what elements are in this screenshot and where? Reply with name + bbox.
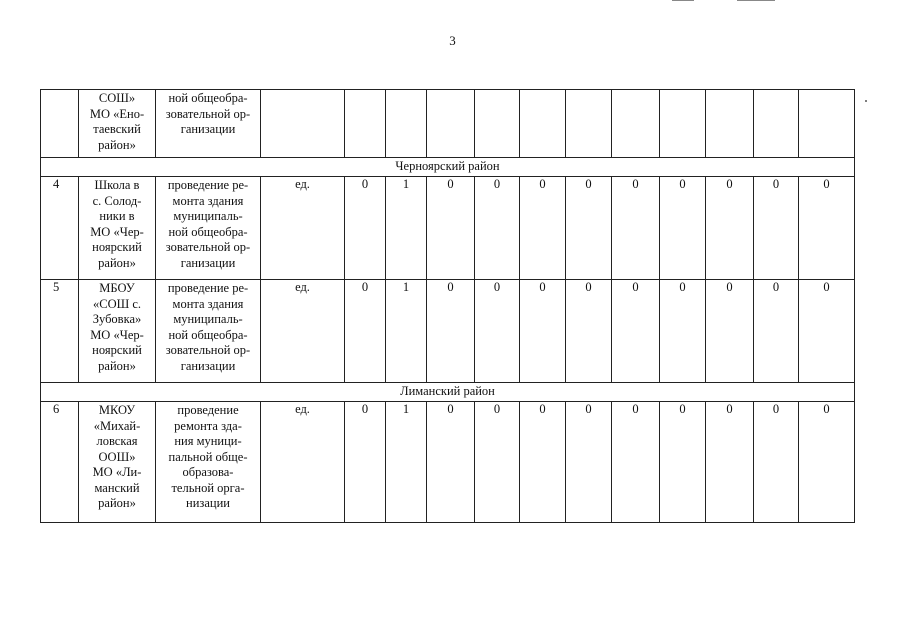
value-cell: 0 bbox=[660, 280, 706, 383]
measure-description-line: ной общеобра- bbox=[168, 224, 248, 239]
object-name-line: район» bbox=[98, 255, 136, 270]
value-cell bbox=[520, 90, 566, 158]
value-cell bbox=[345, 90, 386, 158]
measure-description-line: образова- bbox=[182, 465, 234, 479]
value-cell: 0 bbox=[520, 402, 566, 523]
measure-description-line: ганизации bbox=[180, 122, 236, 136]
value-cell: 0 bbox=[612, 177, 660, 280]
measure-description-line: ной общеобра- bbox=[168, 91, 248, 105]
value-cell: 0 bbox=[799, 402, 855, 523]
object-name-line: СОШ» bbox=[98, 91, 136, 105]
value-cell: 1 bbox=[386, 402, 427, 523]
unit-cell: ед. bbox=[261, 402, 345, 523]
value-cell: 0 bbox=[520, 280, 566, 383]
region-row bbox=[41, 158, 855, 177]
scan-dot bbox=[865, 100, 867, 102]
value-cell bbox=[660, 90, 706, 158]
unit-cell: ед. bbox=[261, 177, 345, 280]
measure-description-line: проведение ре- bbox=[167, 281, 249, 295]
unit-cell bbox=[261, 90, 345, 158]
row-number: 4 bbox=[41, 177, 79, 280]
region-title: Лиманский район bbox=[41, 383, 855, 402]
measure-description bbox=[156, 177, 261, 280]
unit-cell: ед. bbox=[261, 280, 345, 383]
value-cell: 0 bbox=[566, 177, 612, 280]
value-cell: 0 bbox=[612, 280, 660, 383]
object-name-line: МКОУ bbox=[98, 403, 136, 417]
measure-description-line: низации bbox=[186, 496, 230, 510]
value-cell bbox=[799, 90, 855, 158]
object-name-line: ники в bbox=[99, 209, 135, 223]
object-name bbox=[79, 177, 156, 280]
object-name-line: манский bbox=[94, 480, 140, 495]
measure-description-line: пальной обще- bbox=[168, 449, 248, 464]
value-cell bbox=[427, 90, 475, 158]
value-cell: 1 bbox=[386, 177, 427, 280]
object-name-line: Зубовка» bbox=[92, 312, 142, 326]
measure-description-line: проведение ре- bbox=[167, 178, 249, 192]
measure-description-line: муниципаль- bbox=[173, 312, 243, 326]
value-cell: 0 bbox=[706, 402, 754, 523]
measure-description-line: тельной орга- bbox=[171, 480, 245, 495]
value-cell: 0 bbox=[566, 280, 612, 383]
measure-description-line: монта здания bbox=[172, 296, 244, 311]
object-name-line: МО «Ено- bbox=[89, 106, 145, 121]
value-cell bbox=[386, 90, 427, 158]
object-name-line: ловская bbox=[96, 434, 138, 448]
object-name-line: «СОШ с. bbox=[92, 296, 142, 311]
value-cell: 0 bbox=[345, 177, 386, 280]
value-cell: 0 bbox=[754, 280, 799, 383]
object-name-line: ноярский bbox=[92, 240, 142, 254]
table-row bbox=[41, 402, 855, 523]
value-cell bbox=[566, 90, 612, 158]
measure-description-line: ремонта зда- bbox=[174, 418, 242, 433]
table-row bbox=[41, 90, 855, 158]
row-number: 6 bbox=[41, 402, 79, 523]
measure-description bbox=[156, 280, 261, 383]
object-name-line: «Михай- bbox=[93, 418, 141, 433]
value-cell: 0 bbox=[427, 177, 475, 280]
value-cell: 0 bbox=[475, 402, 520, 523]
program-table bbox=[40, 89, 855, 523]
object-name-line: МО «Чер- bbox=[90, 224, 144, 239]
value-cell: 1 bbox=[386, 280, 427, 383]
object-name-line: ноярский bbox=[92, 343, 142, 357]
value-cell: 0 bbox=[345, 280, 386, 383]
object-name-line: таевский bbox=[93, 122, 141, 136]
row-number bbox=[41, 90, 79, 158]
measure-description-line: зовательной ор- bbox=[165, 343, 251, 357]
scan-mark-right bbox=[737, 0, 775, 1]
object-name-line: Школа в bbox=[94, 178, 140, 192]
object-name-line: МБОУ bbox=[99, 281, 135, 295]
table-row bbox=[41, 280, 855, 383]
object-name-line: район» bbox=[98, 358, 136, 373]
object-name-line: с. Солод- bbox=[92, 193, 142, 208]
value-cell: 0 bbox=[520, 177, 566, 280]
value-cell: 0 bbox=[345, 402, 386, 523]
measure-description-line: ной общеобра- bbox=[168, 327, 248, 342]
object-name-line: район» bbox=[98, 496, 136, 510]
value-cell: 0 bbox=[660, 402, 706, 523]
measure-description-line: проведение bbox=[177, 403, 239, 417]
value-cell: 0 bbox=[754, 177, 799, 280]
value-cell: 0 bbox=[566, 402, 612, 523]
measure-description-line: муниципаль- bbox=[173, 209, 243, 223]
measure-description-line: ния муници- bbox=[174, 434, 242, 448]
table-row bbox=[41, 177, 855, 280]
object-name-line: район» bbox=[98, 137, 136, 152]
object-name bbox=[79, 90, 156, 158]
measure-description-line: ганизации bbox=[180, 358, 236, 373]
object-name-line: МО «Ли- bbox=[92, 465, 142, 479]
region-row bbox=[41, 383, 855, 402]
value-cell: 0 bbox=[706, 177, 754, 280]
value-cell: 0 bbox=[427, 280, 475, 383]
value-cell: 0 bbox=[427, 402, 475, 523]
object-name-line: МО «Чер- bbox=[90, 327, 144, 342]
measure-description-line: ганизации bbox=[180, 255, 236, 270]
value-cell: 0 bbox=[660, 177, 706, 280]
object-name bbox=[79, 280, 156, 383]
value-cell bbox=[706, 90, 754, 158]
measure-description-line: зовательной ор- bbox=[165, 240, 251, 254]
measure-description bbox=[156, 402, 261, 523]
measure-description-line: зовательной ор- bbox=[165, 106, 251, 121]
row-number: 5 bbox=[41, 280, 79, 383]
value-cell: 0 bbox=[706, 280, 754, 383]
value-cell: 0 bbox=[799, 280, 855, 383]
value-cell bbox=[754, 90, 799, 158]
measure-description-line: монта здания bbox=[172, 193, 244, 208]
page-number: 3 bbox=[449, 33, 456, 48]
value-cell bbox=[612, 90, 660, 158]
measure-description bbox=[156, 90, 261, 158]
value-cell: 0 bbox=[475, 280, 520, 383]
value-cell: 0 bbox=[754, 402, 799, 523]
object-name-line: ООШ» bbox=[98, 449, 136, 464]
value-cell bbox=[475, 90, 520, 158]
value-cell: 0 bbox=[475, 177, 520, 280]
scan-mark-left bbox=[672, 0, 694, 1]
region-title: Черноярский район bbox=[41, 158, 855, 177]
value-cell: 0 bbox=[799, 177, 855, 280]
value-cell: 0 bbox=[612, 402, 660, 523]
object-name bbox=[79, 402, 156, 523]
